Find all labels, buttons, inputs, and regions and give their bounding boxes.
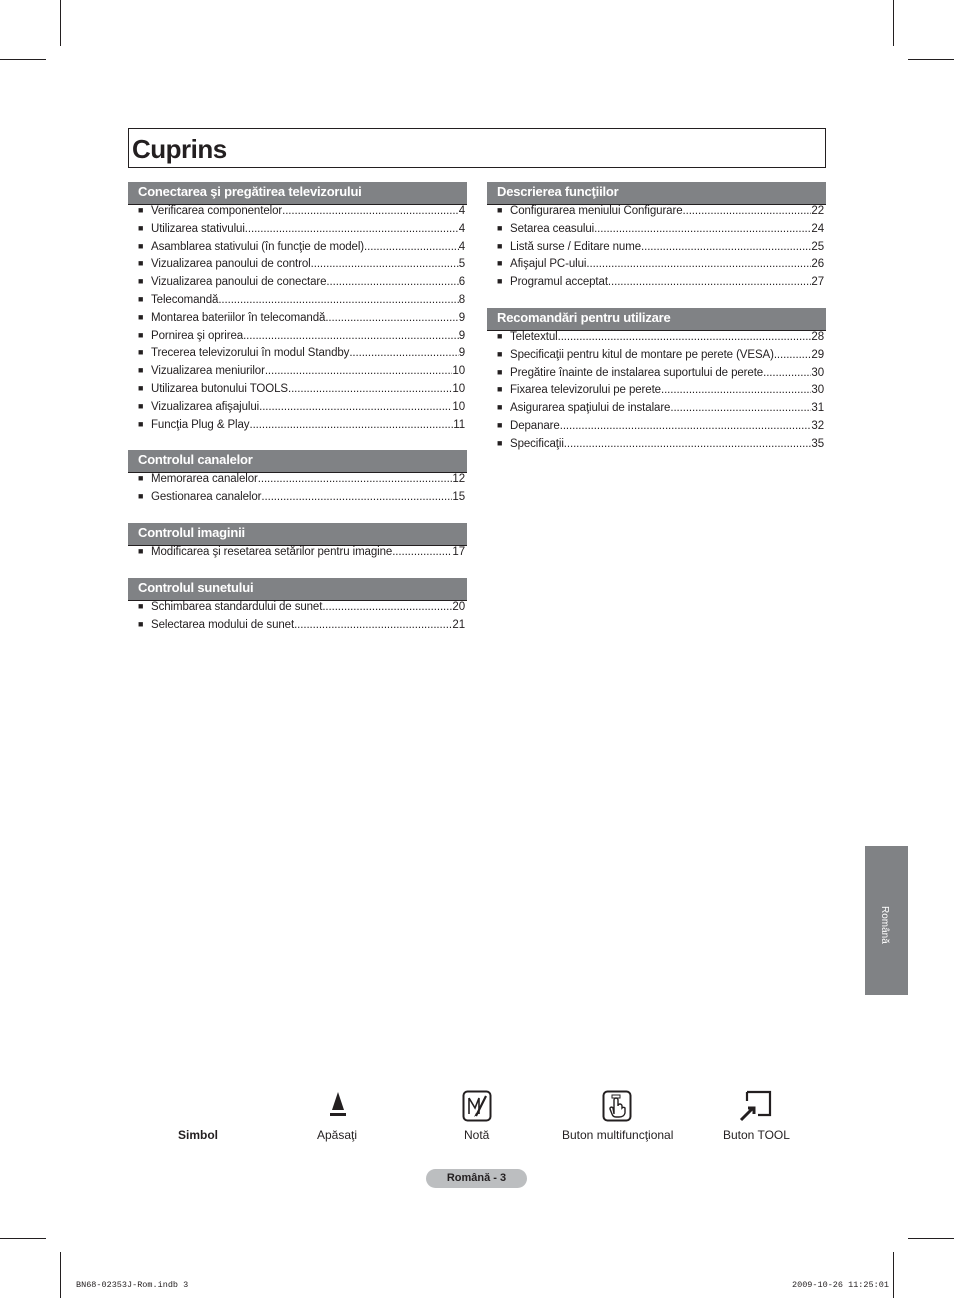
crop-mark: [0, 59, 46, 60]
toc-entry-label: Depanare: [510, 419, 560, 432]
toc-entry[interactable]: [497, 276, 824, 294]
crop-mark: [908, 1238, 954, 1239]
toc-entry[interactable]: [138, 383, 465, 401]
toc-entry-page: 10: [452, 400, 465, 413]
toc-entry[interactable]: [497, 331, 824, 349]
dot-leader: [564, 438, 812, 450]
crop-mark: [60, 0, 61, 46]
toc-entry-page: 27: [811, 276, 824, 289]
toc-entry-label: Asigurarea spaţiului de instalare: [510, 402, 671, 415]
toc-entry-page: 9: [458, 347, 465, 360]
bullet-icon: ■: [497, 366, 503, 377]
dot-leader: [364, 241, 459, 253]
dot-leader: [325, 312, 458, 324]
bullet-icon: ■: [497, 437, 503, 448]
toc-section: [487, 308, 826, 456]
toc-entry[interactable]: [138, 241, 465, 259]
crop-mark: [908, 59, 954, 60]
bullet-icon: ■: [497, 258, 503, 269]
bullet-icon: ■: [497, 419, 503, 430]
toc-left-column: [128, 182, 467, 650]
bullet-icon: ■: [138, 600, 144, 611]
toc-entry[interactable]: [138, 401, 465, 419]
toc-entry[interactable]: [497, 367, 824, 385]
toc-list: [128, 473, 467, 509]
dot-leader: [774, 349, 812, 361]
dot-leader: [259, 401, 452, 413]
page-title: Cuprins: [132, 134, 227, 164]
multi-button-icon: [602, 1090, 632, 1122]
dot-leader: [608, 276, 811, 288]
dot-leader: [558, 331, 812, 343]
dot-leader: [218, 294, 458, 306]
toc-entry[interactable]: [138, 330, 465, 348]
dot-leader: [641, 241, 811, 253]
dot-leader: [245, 223, 459, 235]
toc-entry-label: Schimbarea standardului de sunet: [151, 600, 323, 613]
press-icon: [329, 1091, 347, 1119]
toc-list: [487, 331, 826, 456]
toc-entry-page: 9: [458, 329, 465, 342]
crop-mark: [60, 1252, 61, 1298]
toc-entry-page: 10: [452, 365, 465, 378]
toc-entry-page: 5: [458, 258, 465, 271]
toc-entry-page: 30: [811, 384, 824, 397]
toc-entry-page: 24: [811, 222, 824, 235]
bullet-icon: ■: [138, 382, 144, 393]
crop-mark: [893, 0, 894, 46]
toc-entry-label: Selectarea modului de sunet: [151, 618, 295, 631]
toc-entry[interactable]: [497, 402, 824, 420]
toc-entry-page: 22: [811, 205, 824, 217]
toc-entry-page: 15: [452, 491, 465, 504]
press-label: Apăsaţi: [317, 1128, 358, 1142]
toc-right-column: [487, 182, 826, 470]
tool-button-label: Buton TOOL: [723, 1128, 790, 1142]
toc-entry[interactable]: [497, 223, 824, 241]
dot-leader: [586, 258, 811, 270]
toc-list: [487, 205, 826, 294]
toc-list: [128, 546, 467, 564]
toc-entry[interactable]: [138, 205, 465, 223]
toc-entry[interactable]: [138, 546, 465, 564]
dot-leader: [326, 276, 458, 288]
toc-list: [128, 205, 467, 436]
bullet-icon: ■: [497, 205, 503, 215]
dot-leader: [294, 619, 452, 631]
bullet-icon: ■: [138, 545, 144, 556]
toc-entry[interactable]: [497, 384, 824, 402]
toc-entry-label: Afişajul PC-ului: [510, 258, 587, 271]
section-header: Controlul canalelor: [128, 450, 467, 473]
toc-entry-page: 30: [811, 366, 824, 379]
section-header: Descrierea funcţiilor: [487, 182, 826, 205]
toc-entry-label: Memorarea canalelor: [151, 473, 258, 486]
toc-entry-label: Gestionarea canalelor: [151, 491, 262, 504]
toc-entry[interactable]: [138, 258, 465, 276]
toc-entry-label: Configurarea meniului Configurare: [510, 205, 683, 217]
language-side-tab: [865, 846, 908, 995]
footer-timestamp: 2009-10-26 11:25:01: [792, 1280, 889, 1290]
toc-entry[interactable]: [497, 349, 824, 367]
toc-entry[interactable]: [497, 420, 824, 438]
toc-entry-page: 9: [458, 311, 465, 324]
bullet-icon: ■: [497, 276, 503, 287]
bullet-icon: ■: [138, 365, 144, 376]
toc-entry-label: Utilizarea stativului: [151, 222, 245, 235]
crop-mark: [893, 1252, 894, 1298]
toc-entry-label: Vizualizarea meniurilor: [151, 365, 265, 378]
bullet-icon: ■: [138, 293, 144, 304]
toc-entry-label: Vizualizarea afişajului: [151, 400, 260, 413]
side-tab-label: Română: [879, 906, 890, 944]
bullet-icon: ■: [138, 400, 144, 411]
bullet-icon: ■: [497, 348, 503, 359]
bullet-icon: ■: [138, 491, 144, 502]
bullet-icon: ■: [497, 330, 503, 341]
bullet-icon: ■: [497, 384, 503, 395]
toc-entry-page: 8: [458, 293, 465, 306]
toc-entry-page: 29: [811, 348, 824, 361]
toc-entry-label: Specificaţii pentru kitul de montare pe perete (VESA): [510, 348, 774, 361]
toc-entry-label: Trecerea televizorului în modul Standby: [151, 347, 350, 360]
bullet-icon: ■: [138, 276, 144, 287]
bullet-icon: ■: [138, 329, 144, 340]
toc-entry[interactable]: [138, 294, 465, 312]
toc-entry-page: 4: [458, 222, 465, 235]
toc-entry-label: Fixarea televizorului pe perete: [510, 384, 661, 397]
toc-entry-label: Specificaţii: [510, 437, 564, 450]
dot-leader: [243, 330, 459, 342]
toc-section: [128, 523, 467, 564]
dot-leader: [594, 223, 811, 235]
toc-section: [128, 450, 467, 509]
toc-entry-label: Vizualizarea panoului de conectare: [151, 276, 327, 289]
crop-mark: [0, 1238, 46, 1239]
toc-entry-page: 35: [811, 437, 824, 450]
toc-entry-label: Setarea ceasului: [510, 222, 595, 235]
toc-entry[interactable]: [138, 365, 465, 383]
toc-entry-label: Funcţia Plug & Play: [151, 418, 250, 431]
toc-entry[interactable]: [138, 276, 465, 294]
toc-entry-label: Listă surse / Editare nume: [510, 240, 641, 253]
toc-entry[interactable]: [138, 312, 465, 330]
toc-entry-label: Programul acceptat: [510, 276, 608, 289]
dot-leader: [763, 367, 811, 379]
bullet-icon: ■: [138, 618, 144, 629]
toc-entry[interactable]: [138, 601, 465, 619]
toc-entry[interactable]: [497, 205, 824, 223]
toc-entry-page: 11: [453, 418, 465, 431]
bullet-icon: ■: [138, 347, 144, 358]
dot-leader: [560, 420, 812, 432]
toc-entry-page: 21: [452, 618, 465, 631]
dot-leader: [282, 205, 459, 217]
toc-entry-label: Pregătire înainte de instalarea suportului de perete: [510, 366, 764, 379]
toc-entry-page: 28: [811, 330, 824, 343]
toc-entry[interactable]: [138, 473, 465, 491]
toc-entry[interactable]: [138, 347, 465, 365]
dot-leader: [349, 347, 458, 359]
toc-entry-page: 4: [458, 205, 465, 217]
dot-leader: [322, 601, 452, 613]
section-header: Controlul sunetului: [128, 578, 467, 601]
dot-leader: [392, 546, 452, 558]
toc-entry-page: 32: [811, 419, 824, 432]
bullet-icon: ■: [138, 205, 144, 215]
bullet-icon: ■: [138, 311, 144, 322]
toc-entry[interactable]: [497, 438, 824, 456]
toc-section: [487, 182, 826, 294]
toc-entry-label: Vizualizarea panoului de control: [151, 258, 311, 271]
note-label: Notă: [464, 1128, 490, 1142]
toc-entry[interactable]: [497, 241, 824, 259]
bullet-icon: ■: [497, 240, 503, 251]
bullet-icon: ■: [138, 240, 144, 251]
bullet-icon: ■: [497, 222, 503, 233]
bullet-icon: ■: [138, 258, 144, 269]
bullet-icon: ■: [497, 402, 503, 413]
toc-entry[interactable]: [138, 419, 465, 437]
tool-button-icon: [738, 1089, 772, 1123]
toc-list: [128, 601, 467, 637]
toc-entry[interactable]: [497, 258, 824, 276]
dot-leader: [249, 419, 453, 431]
toc-section: [128, 578, 467, 637]
dot-leader: [311, 258, 459, 270]
note-icon: [462, 1090, 492, 1122]
toc-entry-label: Verificarea componentelor: [151, 205, 283, 217]
dot-leader: [670, 402, 811, 414]
bullet-icon: ■: [138, 473, 144, 484]
symbol-heading: Simbol: [178, 1128, 219, 1142]
toc-entry-label: Montarea bateriilor în telecomandă: [151, 311, 326, 324]
toc-entry-page: 12: [452, 473, 465, 486]
toc-entry-page: 31: [811, 402, 824, 415]
toc-entry[interactable]: [138, 223, 465, 241]
dot-leader: [661, 384, 811, 396]
section-header: Controlul imaginii: [128, 523, 467, 546]
toc-entry[interactable]: [138, 619, 465, 637]
toc-entry-label: Pornirea şi oprirea: [151, 329, 244, 342]
dot-leader: [258, 473, 453, 485]
toc-entry-label: Utilizarea butonului TOOLS: [151, 382, 288, 395]
toc-entry-page: 10: [452, 382, 465, 395]
page-number-pill: Română - 3: [426, 1169, 527, 1188]
footer-file: BN68-02353J-Rom.indb 3: [76, 1280, 189, 1290]
bullet-icon: ■: [138, 418, 144, 429]
toc-section: [128, 182, 467, 436]
section-header: Recomandări pentru utilizare: [487, 308, 826, 331]
toc-entry-label: Teletextul: [510, 330, 558, 343]
multi-button-label: Buton multifuncţional: [562, 1128, 674, 1142]
toc-entry[interactable]: [138, 491, 465, 509]
bullet-icon: ■: [138, 222, 144, 233]
dot-leader: [265, 365, 453, 377]
section-header: Conectarea şi pregătirea televizorului: [128, 182, 467, 205]
dot-leader: [261, 491, 452, 503]
dot-leader: [288, 383, 452, 395]
toc-entry-page: 20: [452, 600, 465, 613]
dot-leader: [683, 205, 812, 217]
toc-entry-page: 25: [811, 240, 824, 253]
toc-entry-page: 4: [458, 240, 465, 253]
toc-entry-page: 17: [452, 545, 465, 558]
toc-entry-page: 6: [458, 276, 465, 289]
toc-entry-label: Modificarea şi resetarea setărilor pentru imagine: [151, 545, 393, 558]
toc-entry-page: 26: [811, 258, 824, 271]
toc-entry-label: Asamblarea stativului (în funcţie de model): [151, 240, 365, 253]
title-box: [128, 128, 826, 168]
toc-entry-label: Telecomandă: [151, 293, 219, 306]
